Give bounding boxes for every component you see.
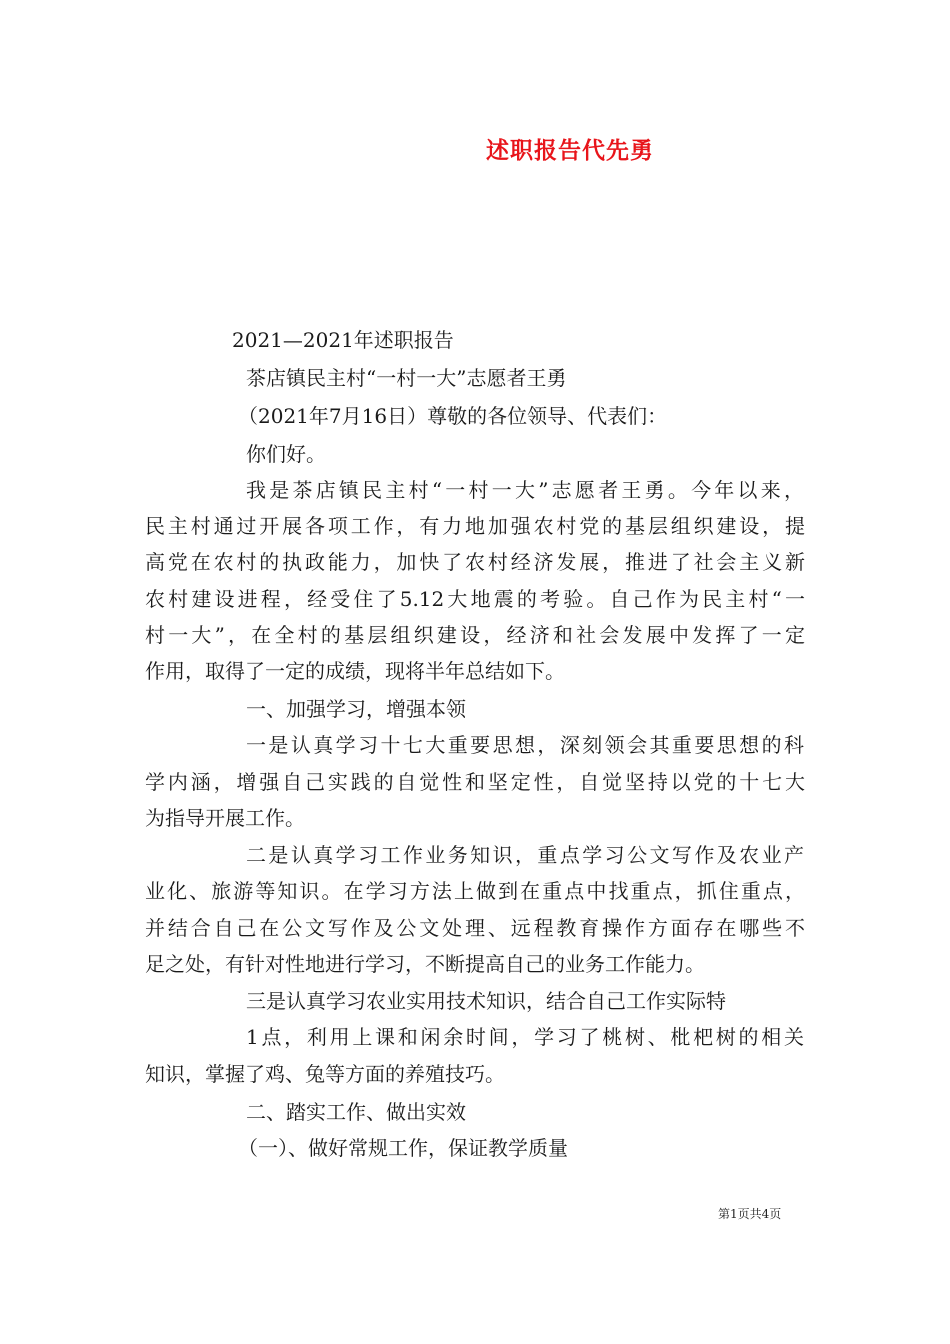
document-title: 述职报告代先勇 — [486, 138, 654, 164]
paragraph-line: 足之处，有针对性地进行学习，不断提高自己的业务工作能力。 — [145, 952, 705, 976]
report-year-heading: 2021—2021年述职报告 — [232, 328, 454, 352]
paragraph-line: 二是认真学习工作业务知识，重点学习公文写作及农业产 — [246, 843, 804, 867]
page-footer: 第1页共4页 — [718, 1207, 782, 1221]
paragraph-line: 1点，利用上课和闲余时间，学习了桃树、枇杷树的相关 — [246, 1025, 804, 1049]
paragraph-line: 学内涵，增强自己实践的自觉性和坚定性，自觉坚持以党的十七大 — [145, 770, 805, 794]
paragraph-line: 作用，取得了一定的成绩，现将半年总结如下。 — [145, 659, 565, 683]
paragraph-line: 民主村通过开展各项工作，有力地加强农村党的基层组织建设，提 — [145, 514, 805, 538]
paragraph-line: 知识，掌握了鸡、兔等方面的养殖技巧。 — [145, 1062, 505, 1086]
section-heading-2: 二、踏实工作、做出实效 — [246, 1100, 466, 1124]
subsection-heading: （一）、做好常规工作，保证教学质量 — [238, 1136, 568, 1160]
paragraph-line: 三是认真学习农业实用技术知识，结合自己工作实际特 — [246, 989, 726, 1013]
paragraph-line: 为指导开展工作。 — [145, 806, 305, 830]
paragraph-line: 业化、旅游等知识。在学习方法上做到在重点中找重点，抓住重点， — [145, 879, 805, 903]
paragraph-line: 高党在农村的执政能力，加快了农村经济发展，推进了社会主义新 — [145, 550, 805, 574]
paragraph-line: 一是认真学习十七大重要思想，深刻领会其重要思想的科 — [246, 733, 804, 757]
paragraph-line: 并结合自己在公文写作及公文处理、远程教育操作方面存在哪些不 — [145, 916, 805, 940]
paragraph-line: 农村建设进程，经受住了5.12大地震的考验。自己作为民主村“一 — [145, 587, 805, 611]
section-heading-1: 一、加强学习，增强本领 — [246, 697, 466, 721]
paragraph-line: 村一大”，在全村的基层组织建设，经济和社会发展中发挥了一定 — [145, 623, 805, 647]
greeting: 你们好。 — [246, 442, 326, 466]
date-salutation: （2021年7月16日）尊敬的各位领导、代表们： — [238, 404, 668, 428]
author-line: 茶店镇民主村“一村一大”志愿者王勇 — [246, 366, 567, 390]
paragraph-line: 我是茶店镇民主村“一村一大”志愿者王勇。今年以来， — [246, 478, 804, 502]
